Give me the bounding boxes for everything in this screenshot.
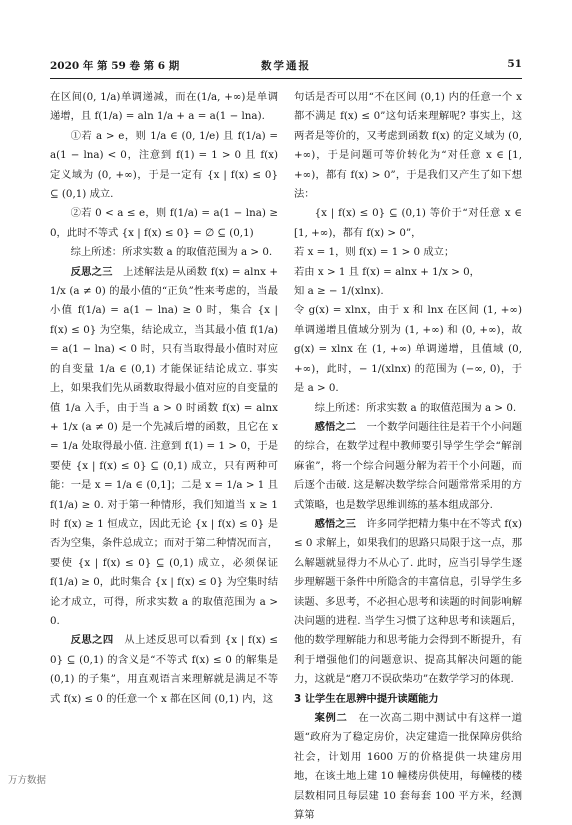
paragraph-text: 句话是否可以用“不在区间 (0,1) 内的任意一个 x 都不满足 f(x) ≤ 0”这句话来理解呢? 事实上，这两者是等价的，又考虑到函数 f(x) 的定义域为 (0, +∞)，于是问题可等价转化为“对任意 x ∈ [1, +∞)，都有 f(x) > 0”，于是我们又产生了如下想法： — [294, 91, 522, 201]
paragraph-text: 在区间(0, 1/a)单调递减，而在(1/a, +∞)是单调递增，且 f(1/a) = aln 1/a + a = a(1 − lna). — [50, 91, 278, 123]
paragraph-text: 知 a ≥ − 1/(xlnx). — [294, 285, 384, 298]
paragraph — [294, 263, 522, 282]
paragraph-text: 上述解法是从函数 f(x) = alnx + 1/x (a ≠ 0) 的最小值的“正负”性来考虑的，当最小值 f(1/a) = a(1 − lna) ≥ 0 时，集合 {x | f(x) ≤ 0} 为空集，结论成立，当其最小值 f(1/a) = a(1 − lna) < 0 时，只有当取得最小值时对应的自变量 1/a ∈ (0,1) 才能保证结论成立. 事实上，如果我们先从函数取得最小值对应的自变量的值 1/a 入手，由于当 a > 0 时函数 f(x) = alnx + 1/x (a ≠ 0) 是一个先减后增的函数，且它在 x = 1/a 处取得最小值. 注意到 f(1) = 1 > 0，于是要使 {x | f(x) ≤ 0} ⊆ (0,1) 成立，只有两种可能：一是 x = 1/a ∈ (0,1]；二是 x = 1/a > 1 且 f(1/a) ≥ 0. 对于第一种情形，我们知道当 x ≥ 1 时 f(x) ≥ 1 恒成立，因此无论 {x | f(x) ≤ 0} 是否为空集，条件总成立；而对于第二种情况而言，要使 {x | f(x) ≤ 0} ⊆ (0,1) 成立，必须保证 f(1/a) ≥ 0，此时集合 {x | f(x) ≤ 0} 为空集时结论才成立，可得，所求实数 a 的取值范围为 a > 0. — [50, 265, 279, 627]
paragraph — [294, 399, 522, 418]
paragraph-text: {x | f(x) ≤ 0} ⊆ (0,1) 等价于“对任意 x ∈ [1, +∞)，都有 f(x) > 0”， — [294, 207, 522, 239]
paragraph-text: 在一次高二期中测试中有这样一道题“政府为了稳定房价，决定建造一批保障房供给社会，计划用 1600 万的价格提供一块建房用地，在该土地上建 10 幢楼房供使用，每幢楼的楼层数相同且每层建 10 套每套 100 平方米，经测算第 — [294, 712, 523, 822]
paragraph — [294, 709, 522, 825]
page-header — [50, 58, 522, 74]
header-rule — [50, 78, 522, 79]
watermark: 万方数据 — [8, 775, 47, 786]
journal-name: 数学通报 — [261, 60, 311, 72]
paragraph — [50, 127, 278, 205]
issue-info: 2020 年 第 59 卷 第 6 期 — [50, 60, 180, 72]
paragraph-text: 许多同学把精力集中在不等式 f(x) ≤ 0 求解上，如果我们的思路只局限于这一点，那么解题就显得力不从心了. 此时，应当引导学生逐步理解题干条件中所隐含的丰富信息，引导学生多读题、多思考，不必担心思考和读题的时间影响解决问题的进程. 当学生习惯了这种思考和读题后，他的数学理解能力和思考能力会得到不断提升，有利于增强他们的问题意识、提高其解决问题的能力，这就是“磨刀不误砍柴功”在数学学习的体现. — [294, 517, 522, 686]
section-heading — [294, 690, 522, 709]
paragraph-lead: 反思之三 — [70, 265, 124, 278]
paragraph — [294, 243, 522, 262]
paragraph-text: 从上述反思可以看到 {x | f(x) ≤ 0} ⊆ (0,1) 的含义是“不等式 f(x) ≤ 0 的解集是 (0,1) 的子集”，用直观语言来理解就是满足不等式 f(x) ≤ 0 的任意一个 x 都在区间 (0,1) 内，这 — [50, 634, 279, 705]
paragraph-text: 若由 x > 1 且 f(x) = alnx + 1/x > 0， — [294, 265, 480, 278]
paragraph-lead: 感悟之三 — [314, 517, 367, 530]
paragraph-lead: 反思之四 — [70, 634, 125, 647]
right-column — [294, 88, 523, 822]
paragraph-text: 若 x = 1，则 f(x) = 1 > 0 成立； — [294, 246, 455, 259]
paragraph — [294, 282, 522, 301]
paragraph — [294, 515, 522, 690]
paragraph — [50, 631, 278, 709]
paragraph-text: 一个数学问题往往是若干个小问题的综合，在数学过程中教师要引导学生学会“解剖麻雀”，将一个综合问题分解为若干个小问题，而后逐个击破. 这是解决数学综合问题常常采用的方式策略，也是数学思维训练的基本组成部分. — [294, 420, 523, 511]
left-column — [50, 88, 278, 748]
paragraph — [294, 301, 522, 398]
paragraph-text: 综上所述：所求实数 a 的取值范围为 a > 0. — [314, 401, 517, 414]
paragraph — [50, 204, 278, 243]
page-number: 51 — [507, 58, 522, 70]
paragraph-text: 3 让学生在思辨中提升读题能力 — [294, 692, 439, 705]
paragraph-lead: 感悟之二 — [314, 420, 367, 433]
paragraph-text: 综上所述：所求实数 a 的取值范围为 a > 0. — [70, 246, 273, 259]
paragraph-text: ②若 0 < a ≤ e，则 f(1/a) = a(1 − lna) ≥ 0，此时不等式 {x | f(x) ≤ 0} = ∅ ⊆ (0,1) — [50, 207, 278, 239]
paragraph — [294, 418, 522, 515]
paragraph-text: 令 g(x) = xlnx，由于 x 和 lnx 在区间 (1, +∞) 单调递增且值域分别为 (1, +∞) 和 (0, +∞)，故 g(x) = xlnx 在 (1, +∞) 单调递增，且值域 (0, +∞)，此时，− 1/(xlnx) 的范围为 (−∞, 0)，于是 a > 0. — [294, 304, 522, 395]
paragraph-lead: 案例二 — [314, 712, 359, 724]
paragraph — [50, 243, 278, 262]
paragraph-text: ①若 a > e，则 1/a ∈ (0, 1/e) 且 f(1/a) = a(1 − lna) < 0，注意到 f(1) = 1 > 0 且 f(x) 定义域为 (0, +∞)，于是一定有 {x | f(x) ≤ 0} ⊆ (0,1) 成立. — [50, 129, 278, 201]
paragraph — [294, 88, 522, 204]
paragraph — [294, 204, 522, 243]
paragraph — [50, 88, 278, 127]
paragraph — [50, 263, 278, 632]
